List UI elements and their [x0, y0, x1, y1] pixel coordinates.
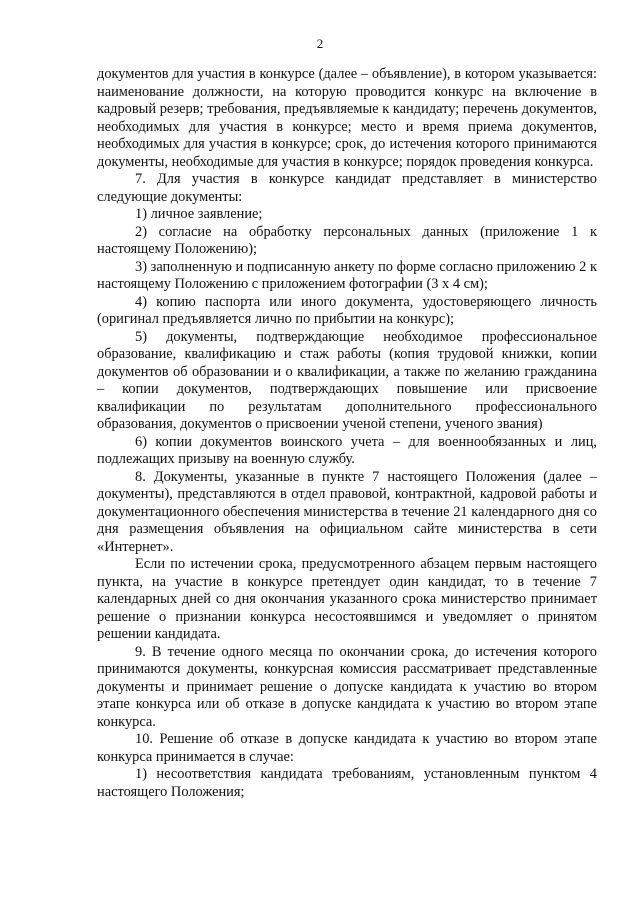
paragraph-item-7: 7. Для участия в конкурсе кандидат представляет в министерство следующие документы: [97, 171, 597, 205]
paragraph-item-10: 10. Решение об отказе в допуске кандидата к участию во втором этапе конкурса принимается в случае: [97, 731, 597, 765]
paragraph-item-7-4: 4) копию паспорта или иного документа, удостоверяющего личность (оригинал предъявляется лично по прибытии на конкурс); [97, 293, 597, 327]
paragraph-item-10-1: 1) несоответствия кандидата требованиям, установленным пунктом 4 настоящего Положения; [97, 766, 597, 800]
paragraph-item-7-6: 6) копии документов воинского учета – для военнообязанных и лиц, подлежащих призыву на военную службу. [97, 433, 597, 467]
paragraph-item-9: 9. В течение одного месяца по окончании срока, до истечения которого принимаются документы, конкурсная комиссия рассматривает представленные документы и принимает решение о допуске кандидата к участию во втором этапе конкурса или об отказе в допуске кандидата к участию во втором этапе конкурса. [97, 643, 597, 730]
paragraph-item-7-2: 2) согласие на обработку персональных данных (приложение 1 к настоящему Положению); [97, 223, 597, 257]
paragraph-item-7-1: 1) личное заявление; [135, 206, 263, 222]
paragraph-announcement-continuation: документов для участия в конкурсе (далее – объявление), в котором указывается: наименование должности, на которую проводится конкурс на включение в кадровый резерв; требования, предъявляемые к кандидату; перечень документов, необходимых для участия в конкурсе; место и время приема документов, необходимых для участия в конкурсе; срок, до истечения которого принимаются документы, необходимые для участия в конкурсе; порядок проведения конкурса. [97, 66, 597, 170]
paragraph-item-8: 8. Документы, указанные в пункте 7 настоящего Положения (далее – документы), представляются в отдел правовой, контрактной, кадровой работы и документационного обеспечения министерства в течение 21 календарного дня со дня размещения объявления на официальном сайте министерства в сети «Интернет». [97, 468, 597, 555]
paragraph-item-8-second: Если по истечении срока, предусмотренного абзацем первым настоящего пункта, на участие в конкурсе претендует один кандидат, то в течение 7 календарных дней со дня окончания указанного срока министерство принимает решение о признании конкурса несостоявшимся и уведомляет о принятом решении кандидата. [97, 556, 597, 642]
page-number: 2 [316, 36, 324, 51]
document-body [97, 66, 597, 801]
paragraph-item-7-5: 5) документы, подтверждающие необходимое профессиональное образование, квалификацию и стаж работы (копия трудовой книжки, копии документов об образовании и о квалификации, а также по желанию гражданина – копии документов, подтверждающих повышение или присвоение квалификации по результатам дополнительного профессионального образования, документов о присвоении ученой степени, ученого звания) [97, 328, 597, 432]
paragraph-item-7-3: 3) заполненную и подписанную анкету по форме согласно приложению 2 к настоящему Положению с приложением фотографии (3 х 4 см); [97, 258, 597, 292]
